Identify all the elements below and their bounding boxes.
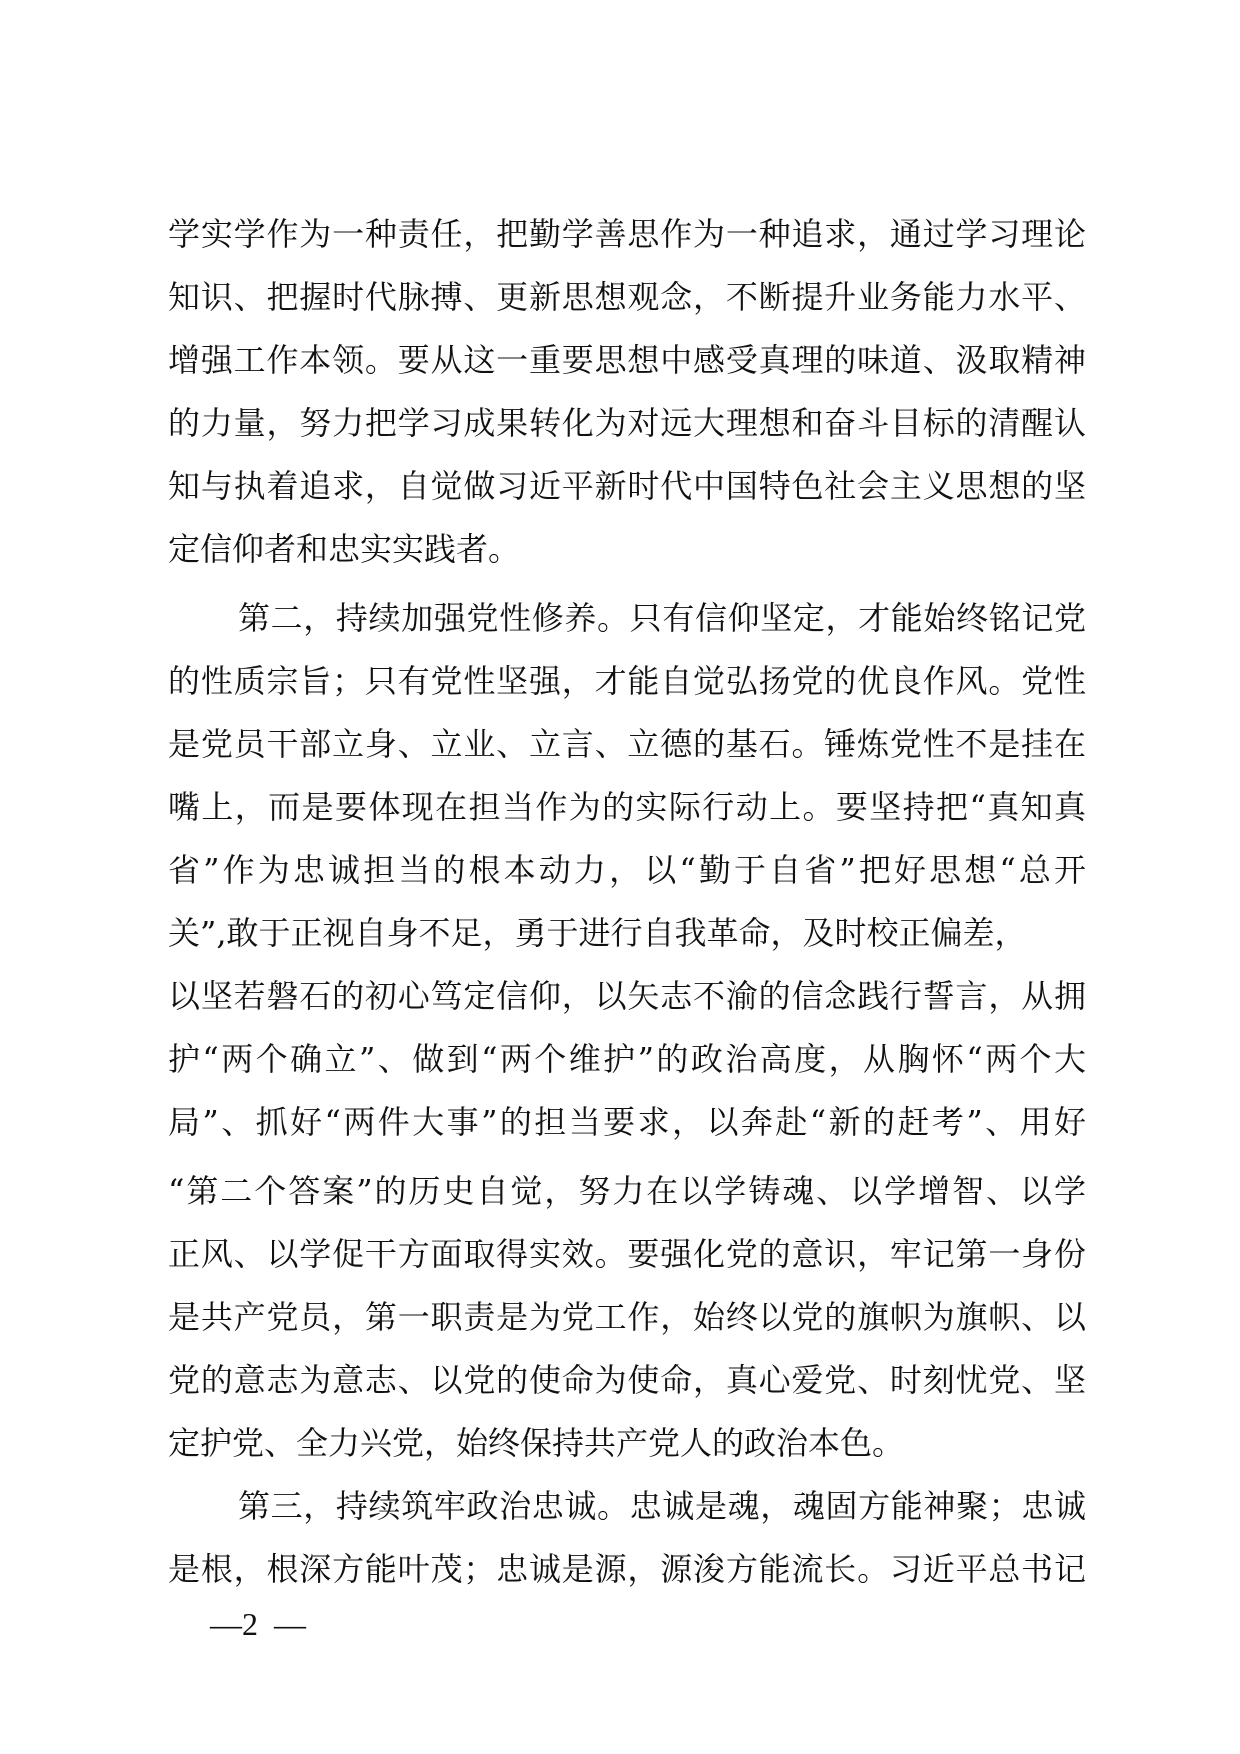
text-line: 是共产党员，第一职责是为党工作，始终以党的旗帜为旗帜、以 [168, 1298, 1086, 1336]
text-line: 知与执着追求，自觉做习近平新时代中国特色社会主义思想的坚 [168, 467, 1086, 505]
text-line: 正风、以学促干方面取得实效。要强化党的意识，牢记第一身份 [168, 1235, 1086, 1273]
text-line: 学实学作为一种责任，把勤学善思作为一种追求，通过学习理论 [168, 215, 1086, 253]
text-line: 定信仰者和忠实实践者。 [168, 530, 521, 568]
page-number: —2 — [210, 1606, 306, 1642]
text-line: 定护党、全力兴党，始终保持共产党人的政治本色。 [168, 1424, 905, 1462]
text-line: 增强工作本领。要从这一重要思想中感受真理的味道、汲取精神 [168, 341, 1086, 379]
paragraph-start-line: 第三，持续筑牢政治忠诚。忠诚是魂，魂固方能神聚；忠诚 [238, 1487, 1086, 1525]
text-line: 的力量，努力把学习成果转化为对远大理想和奋斗目标的清醒认 [168, 404, 1086, 442]
text-line: “第二个答案”的历史自觉，努力在以学铸魂、以学增智、以学 [168, 1172, 1086, 1210]
text-line: 的性质宗旨；只有党性坚强，才能自觉弘扬党的优良作风。党性 [168, 662, 1086, 700]
text-line: 嘴上，而是要体现在担当作为的实际行动上。要坚持把“真知真 [168, 788, 1086, 826]
text-line: 是党员干部立身、立业、立言、立德的基石。锤炼党性不是挂在 [168, 725, 1086, 763]
text-line: 省”作为忠诚担当的根本动力，以“勤于自省”把好思想“总开 [168, 851, 1086, 889]
text-line: 以坚若磐石的初心笃定信仰，以矢志不渝的信念践行誓言，从拥 [168, 977, 1086, 1015]
text-line: 局”、抓好“两件大事”的担当要求，以奔赴“新的赶考”、用好 [168, 1103, 1086, 1141]
paragraph-start-line: 第二，持续加强党性修养。只有信仰坚定，才能始终铭记党 [238, 599, 1086, 637]
text-line: 护“两个确立”、做到“两个维护”的政治高度，从胸怀“两个大 [168, 1040, 1086, 1078]
text-line: 知识、把握时代脉搏、更新思想观念，不断提升业务能力水平、 [168, 278, 1086, 316]
text-line: 关”,敢于正视自身不足，勇于进行自我革命，及时校正偏差， [168, 914, 1027, 952]
text-line: 党的意志为意志、以党的使命为使命，真心爱党、时刻忧党、坚 [168, 1361, 1086, 1399]
text-line: 是根，根深方能叶茂；忠诚是源，源浚方能流长。习近平总书记 [168, 1550, 1086, 1588]
